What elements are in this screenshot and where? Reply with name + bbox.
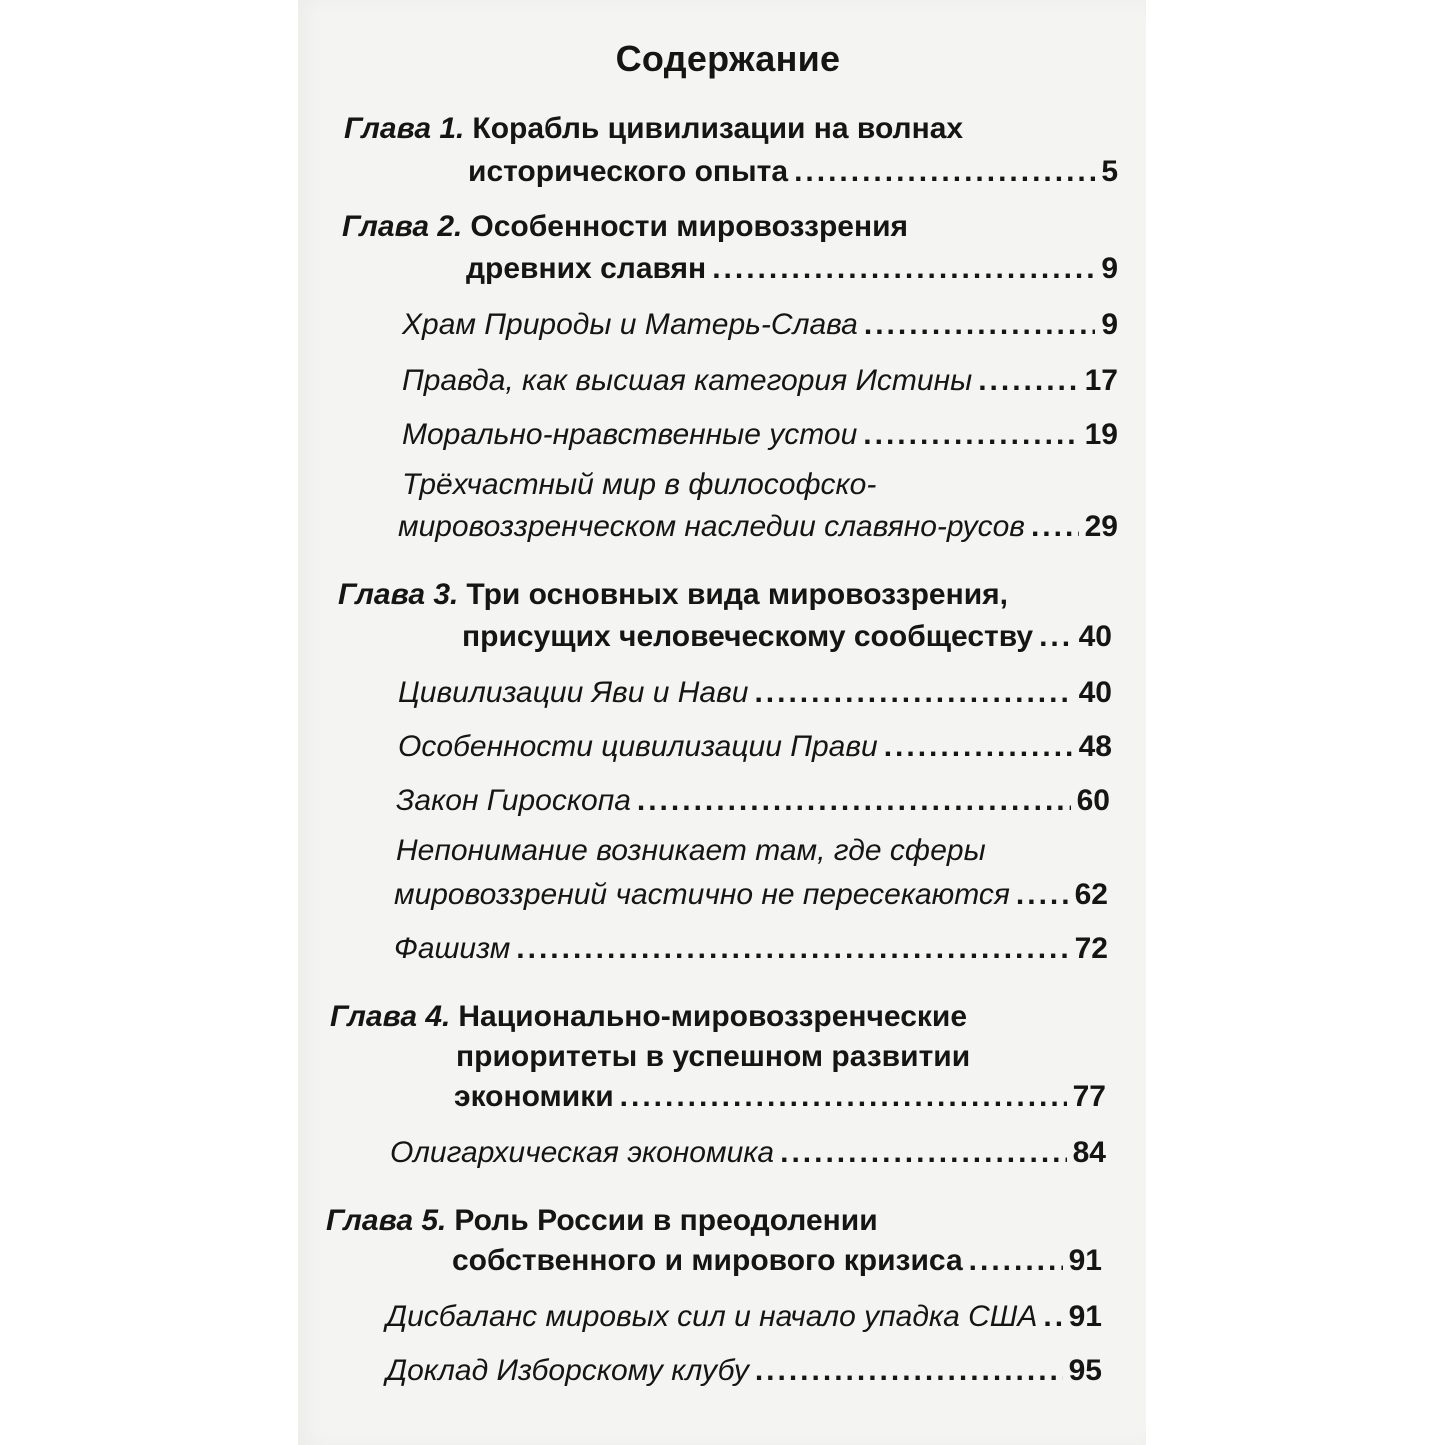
section-entry-line-1[interactable] — [396, 834, 1110, 874]
chapter-4-heading — [330, 1000, 1090, 1040]
section-title: Трёхчастный мир в философско- — [402, 468, 877, 501]
chapter-3-entry[interactable] — [462, 620, 1112, 660]
chapter-1-title-line-1: Корабль цивилизации на волнах — [472, 112, 964, 145]
chapter-5-page: 91 — [1068, 1244, 1102, 1277]
section-entry[interactable] — [402, 364, 1118, 404]
section-entry[interactable] — [396, 784, 1110, 824]
chapter-2-title-line-1: Особенности мировоззрения — [470, 210, 909, 243]
section-title-continued: мировоззрений частично не пересекаются — [394, 878, 1010, 911]
section-page: 17 — [1084, 364, 1118, 397]
chapter-3-heading — [338, 578, 1098, 618]
dot-leader — [755, 1354, 1063, 1388]
page-title: Содержание — [615, 38, 841, 79]
section-page: 40 — [1078, 676, 1112, 709]
book-page — [298, 0, 1146, 1445]
section-entry[interactable] — [398, 730, 1112, 770]
section-page: 48 — [1078, 730, 1112, 763]
chapter-3-title-line-2: присущих человеческому сообществу — [462, 620, 1034, 653]
chapter-1-title-line-2: исторического опыта — [468, 155, 789, 188]
dot-leader — [978, 364, 1078, 398]
chapter-4-entry[interactable] — [454, 1080, 1106, 1120]
section-page: 9 — [1101, 308, 1118, 341]
section-title: Фашизм — [394, 932, 511, 965]
chapter-4-title-line-3: экономики — [454, 1080, 614, 1113]
section-entry[interactable] — [398, 676, 1112, 716]
dot-leader — [712, 252, 1095, 286]
dot-leader — [516, 932, 1068, 966]
chapter-4-page: 77 — [1072, 1080, 1106, 1113]
chapter-2-title-line-2: древних славян — [466, 252, 707, 285]
dot-leader — [863, 418, 1078, 452]
dot-leader — [754, 676, 1072, 710]
section-page: 29 — [1084, 510, 1118, 543]
section-title: Дисбаланс мировых сил и начало упадка США — [386, 1300, 1038, 1333]
dot-leader — [637, 784, 1071, 818]
section-entry[interactable] — [386, 1300, 1102, 1340]
section-title: Закон Гироскопа — [396, 784, 631, 817]
section-title: Цивилизации Яви и Нави — [398, 676, 749, 709]
section-entry[interactable] — [402, 418, 1118, 458]
dot-leader — [884, 730, 1073, 764]
dot-leader — [969, 1244, 1063, 1278]
chapter-3-title-line-1: Три основных вида мировоззрения, — [466, 578, 1008, 611]
section-page: 84 — [1072, 1136, 1106, 1169]
chapter-2-page: 9 — [1101, 252, 1118, 285]
section-entry-line-2[interactable] — [398, 510, 1118, 550]
section-page: 62 — [1074, 878, 1108, 911]
chapter-4-title-line-2: приоритеты в успешном развитии — [456, 1040, 971, 1073]
chapter-1-heading — [344, 112, 1064, 152]
dot-leader — [620, 1080, 1067, 1114]
chapter-1-page: 5 — [1101, 155, 1118, 188]
section-entry-line-1[interactable] — [402, 468, 1118, 508]
chapter-3-page: 40 — [1078, 620, 1112, 653]
dot-leader — [864, 308, 1095, 342]
chapter-1-label: Глава 1. — [344, 112, 465, 145]
chapter-5-heading — [326, 1204, 1086, 1244]
section-title: Олигархическая экономика — [390, 1136, 775, 1169]
chapter-5-title-line-1: Роль России в преодолении — [454, 1204, 878, 1237]
section-entry[interactable] — [390, 1136, 1106, 1176]
chapter-2-entry[interactable] — [466, 252, 1118, 292]
chapter-5-title-line-2: собственного и мирового кризиса — [452, 1244, 963, 1277]
chapter-2-label: Глава 2. — [342, 210, 463, 243]
dot-leader — [1039, 620, 1073, 654]
section-title: Морально-нравственные устои — [402, 418, 858, 451]
chapter-1-entry[interactable] — [468, 155, 1118, 195]
dot-leader — [1016, 878, 1069, 912]
dot-leader — [1031, 510, 1079, 544]
chapter-5-entry[interactable] — [452, 1244, 1102, 1284]
chapter-5-label: Глава 5. — [326, 1204, 447, 1237]
section-page: 95 — [1068, 1354, 1102, 1387]
section-title-continued: мировоззренческом наследии славяно-русов — [398, 510, 1025, 543]
chapter-2-heading — [342, 210, 1062, 250]
section-entry[interactable] — [394, 932, 1108, 972]
section-entry[interactable] — [386, 1354, 1102, 1394]
section-title: Непонимание возникает там, где сферы — [396, 834, 986, 867]
section-page: 19 — [1084, 418, 1118, 451]
table-of-contents — [298, 0, 1146, 1445]
section-page: 60 — [1076, 784, 1110, 817]
section-title: Правда, как высшая категория Истины — [402, 364, 973, 397]
section-page: 72 — [1074, 932, 1108, 965]
chapter-3-label: Глава 3. — [338, 578, 459, 611]
section-title: Особенности цивилизации Прави — [398, 730, 878, 763]
section-page: 91 — [1068, 1300, 1102, 1333]
section-entry[interactable] — [402, 308, 1118, 348]
dot-leader — [794, 155, 1095, 189]
section-entry-line-2[interactable] — [394, 878, 1108, 918]
dot-leader — [1043, 1300, 1062, 1334]
section-title: Храм Природы и Матерь-Слава — [402, 308, 858, 341]
dot-leader — [780, 1136, 1067, 1170]
chapter-4-title-line-2-row — [456, 1040, 1116, 1080]
chapter-4-title-line-1: Национально-мировоззренческие — [458, 1000, 968, 1033]
chapter-4-label: Глава 4. — [330, 1000, 451, 1033]
section-title: Доклад Изборскому клубу — [386, 1354, 749, 1387]
